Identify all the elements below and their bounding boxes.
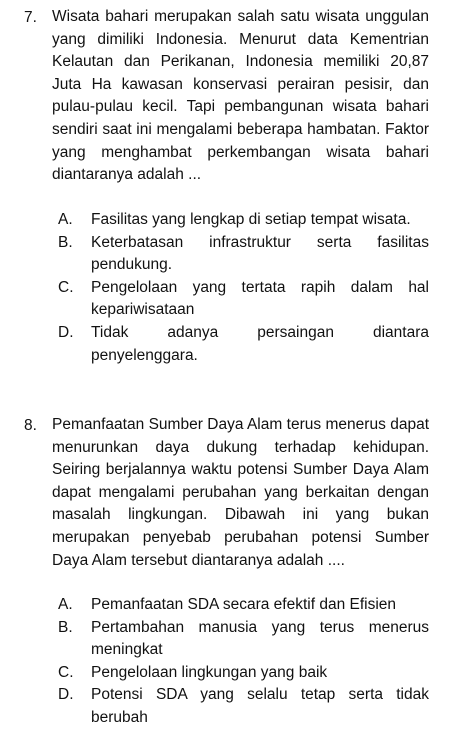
- option-text: Keterbatasan infrastruktur serta fasilitas pendukung.: [91, 233, 429, 274]
- option-letter: D.: [58, 323, 74, 341]
- answer-options: [58, 594, 429, 730]
- answer-options: [58, 209, 429, 367]
- option-text: Pemanfaatan SDA secara efektif dan Efisien: [91, 596, 397, 613]
- option-text: Pertambahan manusia yang terus menerus meningkat: [91, 618, 429, 659]
- option-text: Pengelolaan yang tertata rapih dalam hal kepariwisataan: [91, 278, 429, 319]
- option-d[interactable]: [58, 684, 429, 729]
- option-letter: C.: [58, 663, 74, 681]
- option-text: Pengelolaan lingkungan yang baik: [91, 663, 328, 681]
- option-text: Tidak adanya persaingan diantara penyelenggara.: [91, 323, 429, 364]
- option-letter: D.: [58, 686, 74, 704]
- option-letter: B.: [58, 233, 73, 251]
- option-a[interactable]: [58, 209, 429, 232]
- question-stem: Wisata bahari merupakan salah satu wisata unggulan yang dimiliki Indonesia. Menurut data Kementrian Kelautan dan Perikanan, Indonesia memiliki 20,87 Juta Ha kawasan konservasi perairan pesisir, dan pulau-pulau kecil. Tapi pembangunan wisata bahari sendiri saat ini mengalami beberapa hambatan. Faktor yang menghambat perkembangan wisata bahari diantaranya adalah ...: [52, 8, 429, 184]
- option-c[interactable]: [58, 277, 429, 322]
- option-letter: B.: [58, 618, 73, 636]
- option-text: Potensi SDA yang selalu tetap serta tidak berubah: [91, 686, 429, 726]
- option-letter: A.: [58, 211, 73, 228]
- option-text: Fasilitas yang lengkap di setiap tempat wisata.: [91, 211, 411, 228]
- option-c[interactable]: [58, 662, 429, 685]
- question-stem: Pemanfaatan Sumber Daya Alam terus menerus dapat menurunkan daya dukung terhadap kehidupan. Seiring berjalannya waktu potensi Sumber Daya Alam dapat mengalami perubahan yang berkaitan dengan masalah lingkungan. Dibawah ini yang bukan merupakan penyebab perubahan potensi Sumber Daya Alam tersebut diantaranya adalah ....: [52, 416, 429, 569]
- option-a[interactable]: [58, 594, 429, 617]
- option-letter: A.: [58, 596, 73, 613]
- option-letter: C.: [58, 278, 74, 296]
- option-b[interactable]: [58, 232, 429, 277]
- question-number: 8.: [24, 417, 37, 434]
- option-d[interactable]: [58, 322, 429, 367]
- option-b[interactable]: [58, 617, 429, 662]
- question-number: 7.: [24, 9, 37, 26]
